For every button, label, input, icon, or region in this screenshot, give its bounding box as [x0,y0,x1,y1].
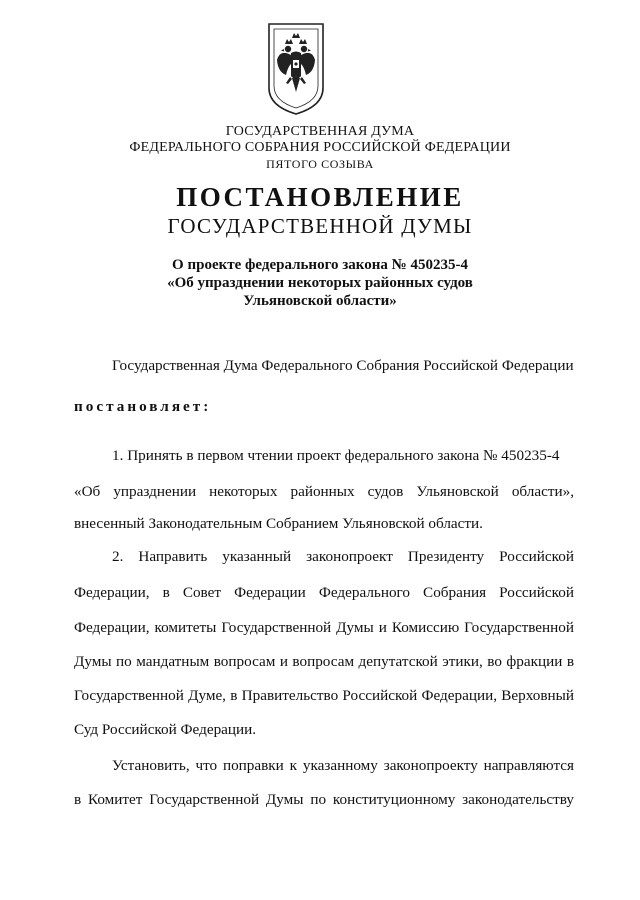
paragraph-1-line-2: «Об упразднении некоторых районных судов Ульяновской области», [74,483,574,500]
paragraph-3-line-2: в Комитет Государственной Думы по конституционному законодательству [74,791,574,808]
paragraph-2-line-6: Суд Российской Федерации. [74,721,257,738]
paragraph-2-line-3: Федерации, комитеты Государственной Думы и Комиссию Государственной [74,619,574,636]
document-title-line-2: «Об упразднении некоторых районных судов [167,275,473,291]
paragraph-3-line-1: Установить, что поправки к указанному законопроекту направляются [112,757,574,774]
document-subtype: ГОСУДАРСТВЕННОЙ ДУМЫ [167,214,473,238]
convocation-line: ПЯТОГО СОЗЫВА [266,157,374,171]
paragraph-2-line-2: Федерации, в Совет Федерации Федерального Собрания Российской [74,584,574,601]
intro-text: Государственная Дума Федерального Собрания Российской Федерации [112,357,574,374]
paragraph-1-line-3: внесенный Законодательным Собранием Ульяновской области. [74,515,483,532]
document-type: ПОСТАНОВЛЕНИЕ [176,182,464,212]
org-line-1: ГОСУДАРСТВЕННАЯ ДУМА [225,124,415,139]
paragraph-2-line-1: 2. Направить указанный законопроект Президенту Российской [112,548,574,565]
coat-of-arms-emblem [266,22,326,116]
document-title-line-3: Ульяновской области» [243,293,397,309]
paragraph-1-line-1: 1. Принять в первом чтении проект федерального закона № 450235-4 [112,447,560,464]
resolves-label: постановляет: [74,398,212,415]
paragraph-2-line-5: Государственной Думе, в Правительство Российской Федерации, Верховный [74,687,574,704]
document-title-line-1: О проекте федерального закона № 450235-4 [172,257,468,273]
org-line-2: ФЕДЕРАЛЬНОГО СОБРАНИЯ РОССИЙСКОЙ ФЕДЕРАЦИИ [129,140,511,155]
paragraph-2-line-4: Думы по мандатным вопросам и вопросам депутатской этики, во фракции в [74,653,574,670]
